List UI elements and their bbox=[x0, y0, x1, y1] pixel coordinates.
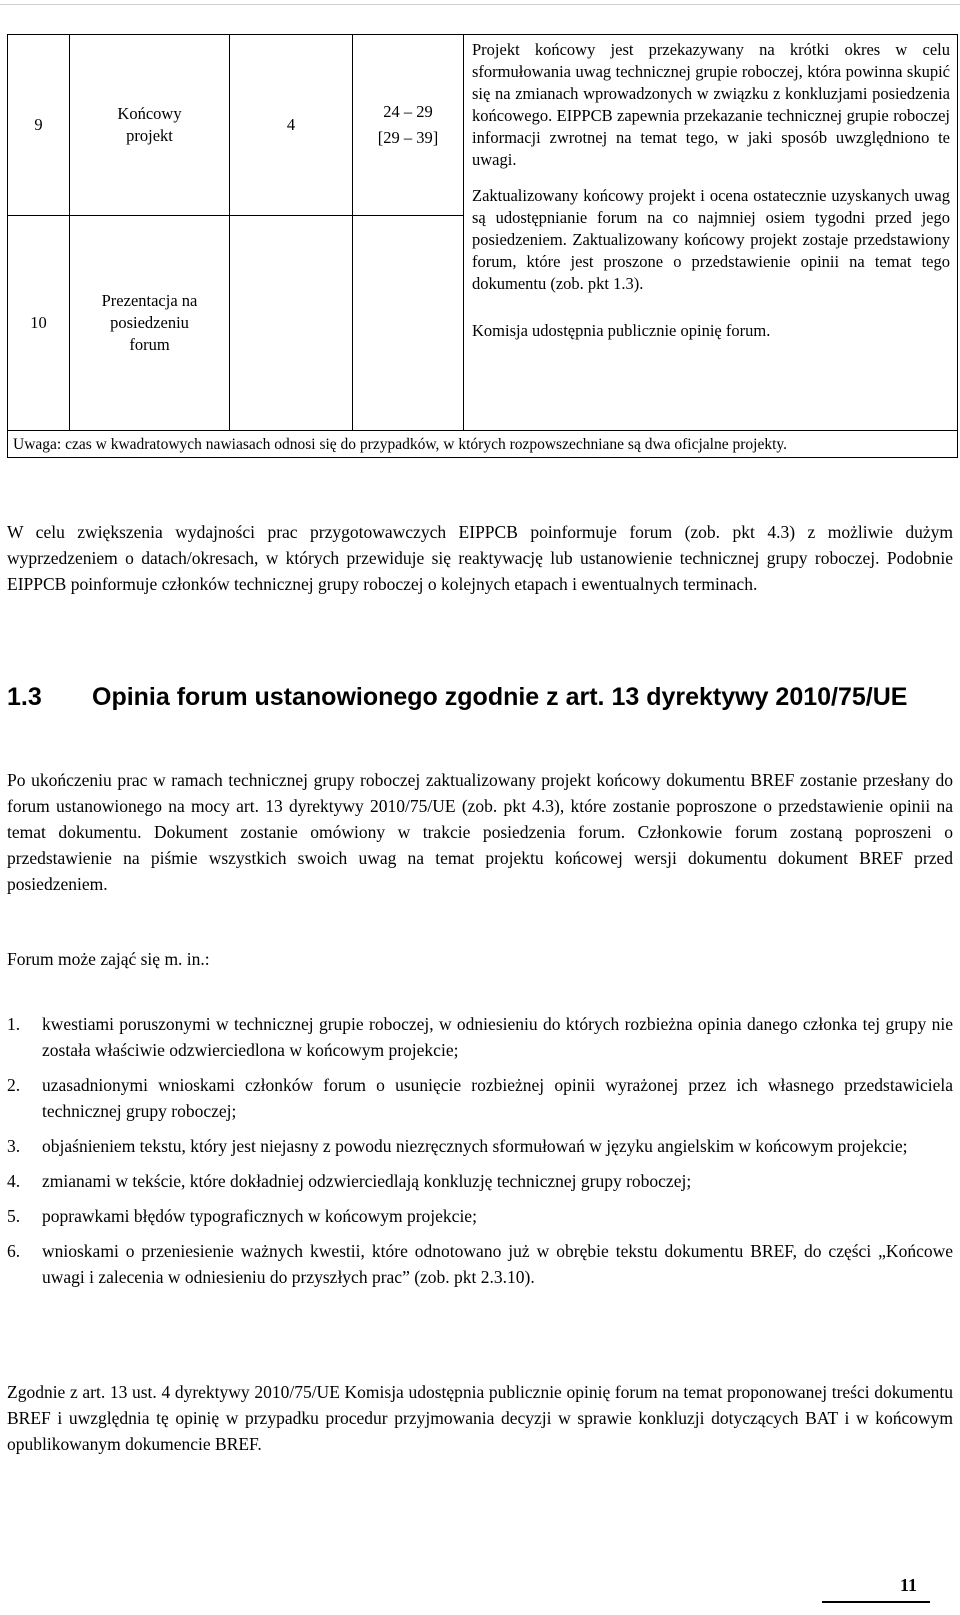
months-standard: 24 – 29 bbox=[383, 102, 433, 121]
paragraph-text: Forum może zająć się m. in.: bbox=[7, 949, 210, 969]
paragraph-forum-opinion bbox=[7, 767, 953, 897]
list-text: kwestiami poruszonymi w technicznej grupie roboczej, w odniesieniu do których rozbieżna opinia danego członka tej grupy nie została właściwie odzwierciedlona w końcowym projekcie; bbox=[42, 1014, 953, 1060]
paragraph-text: Zgodnie z art. 13 ust. 4 dyrektywy 2010/75/UE Komisja udostępnia publicznie opinię forum na temat proponowanej treści dokumentu BREF i uwzględnia tę opinię w przypadku procedur przyjmowania decyzji w sprawie konkluzji dotyczących BAT i w końcowym opublikowanym dokumencie BREF. bbox=[7, 1382, 953, 1454]
step-count: 4 bbox=[230, 35, 353, 216]
row-number: 9 bbox=[8, 35, 70, 216]
procedure-table bbox=[7, 34, 958, 458]
months-cell bbox=[353, 35, 464, 216]
step-name bbox=[70, 35, 230, 216]
top-rule bbox=[0, 4, 960, 5]
page-number: 11 bbox=[900, 1575, 918, 1595]
description-text: Zaktualizowany końcowy projekt i ocena ostatecznie uzyskanych uwag są udostępnianie forum na co najmniej osiem tygodni przed jego posiedzeniem. Zaktualizowany końcowy projekt zostaje przedstawiony forum, które jest proszone o przedstawienie opinii na temat tego dokumentu (zob. pkt 1.3). bbox=[472, 186, 950, 293]
list-item bbox=[7, 1238, 953, 1290]
footer-rule bbox=[822, 1601, 930, 1603]
table-note-row bbox=[8, 431, 958, 458]
list-number: 3. bbox=[7, 1136, 21, 1156]
step-description bbox=[464, 35, 958, 431]
list-item bbox=[7, 1133, 953, 1159]
step-name-line: projekt bbox=[126, 126, 173, 145]
paragraph-commission bbox=[7, 1379, 953, 1457]
list-number: 6. bbox=[7, 1241, 21, 1261]
step-count bbox=[230, 216, 353, 431]
list-text: uzasadnionymi wnioskami członków forum o usunięcie rozbieżnej opinii wyrażonej przez ich własnego przedstawiciela technicznej grupy roboczej; bbox=[42, 1075, 953, 1121]
step-name bbox=[70, 216, 230, 431]
section-title: Opinia forum ustanowionego zgodnie z art. 13 dyrektywy 2010/75/UE bbox=[92, 683, 908, 711]
list-text: objaśnieniem tekstu, który jest niejasny z powodu niezręcznych sformułowań w języku angielskim w końcowym projekcie; bbox=[42, 1136, 908, 1156]
paragraph-text: W celu zwiększenia wydajności prac przygotowawczych EIPPCB poinformuje forum (zob. pkt 4.3) z możliwie dużym wyprzedzeniem o datach/okresach, w których przewiduje się reaktywację lub ustanowienie technicznej grupy roboczej. Podobnie EIPPCB poinformuje członków technicznej grupy roboczej o kolejnych etapach i ewentualnych terminach. bbox=[7, 522, 953, 594]
table-note: Uwaga: czas w kwadratowych nawiasach odnosi się do przypadków, w których rozpowszechniane są dwa oficjalne projekty. bbox=[8, 431, 958, 458]
list-item bbox=[7, 1011, 953, 1063]
list-number: 4. bbox=[7, 1171, 21, 1191]
step-name-line: posiedzeniu bbox=[110, 313, 189, 332]
step-name-line: forum bbox=[129, 335, 170, 354]
list-item bbox=[7, 1072, 953, 1124]
section-heading bbox=[7, 682, 953, 712]
table-row bbox=[8, 35, 958, 216]
section-number: 1.3 bbox=[7, 683, 42, 711]
row-number: 10 bbox=[8, 216, 70, 431]
list-text: wnioskami o przeniesienie ważnych kwestii, które odnotowano już w obrębie tekstu dokumentu BREF, do części „Końcowe uwagi i zalecenia w odniesieniu do przyszłych prac” (zob. pkt 2.3.10). bbox=[42, 1241, 953, 1287]
list-number: 1. bbox=[7, 1014, 21, 1034]
forum-topics-list bbox=[7, 1011, 953, 1299]
step-name-line: Końcowy bbox=[117, 104, 182, 123]
list-number: 2. bbox=[7, 1075, 21, 1095]
list-number: 5. bbox=[7, 1206, 21, 1226]
list-item bbox=[7, 1203, 953, 1229]
paragraph-forum-scope bbox=[7, 946, 953, 972]
months-bracketed: [29 – 39] bbox=[377, 128, 439, 147]
paragraph-preparation bbox=[7, 519, 953, 597]
list-item bbox=[7, 1168, 953, 1194]
description-text: Projekt końcowy jest przekazywany na krótki okres w celu sformułowania uwag technicznej grupie roboczej, która powinna skupić się na zmianach wprowadzonych w związku z konkluzjami posiedzenia końcowego. EIPPCB zapewnia przekazanie technicznej grupie roboczej informacji zwrotnej na temat tego, w jaki sposób uwzględniono te uwagi. bbox=[472, 40, 950, 169]
description-text: Komisja udostępnia publicznie opinię forum. bbox=[472, 321, 771, 340]
months-cell bbox=[353, 216, 464, 431]
list-text: poprawkami błędów typograficznych w końcowym projekcie; bbox=[42, 1206, 477, 1226]
paragraph-text: Po ukończeniu prac w ramach technicznej grupy roboczej zaktualizowany projekt końcowy dokumentu BREF zostanie przesłany do forum ustanowionego na mocy art. 13 dyrektywy 2010/75/UE (zob. pkt 4.3), które zostanie poproszone o przedstawienie opinii na temat dokumentu. Dokument zostanie omówiony w trakcie posiedzenia forum. Członkowie forum zostaną poproszeni o przedstawienie na piśmie wszystkich swoich uwag na temat projektu końcowej wersji dokumentu dokument BREF przed posiedzeniem. bbox=[7, 770, 953, 894]
step-name-line: Prezentacja na bbox=[101, 291, 198, 310]
list-text: zmianami w tekście, które dokładniej odzwierciedlają konkluzję technicznej grupy roboczej; bbox=[42, 1171, 692, 1191]
